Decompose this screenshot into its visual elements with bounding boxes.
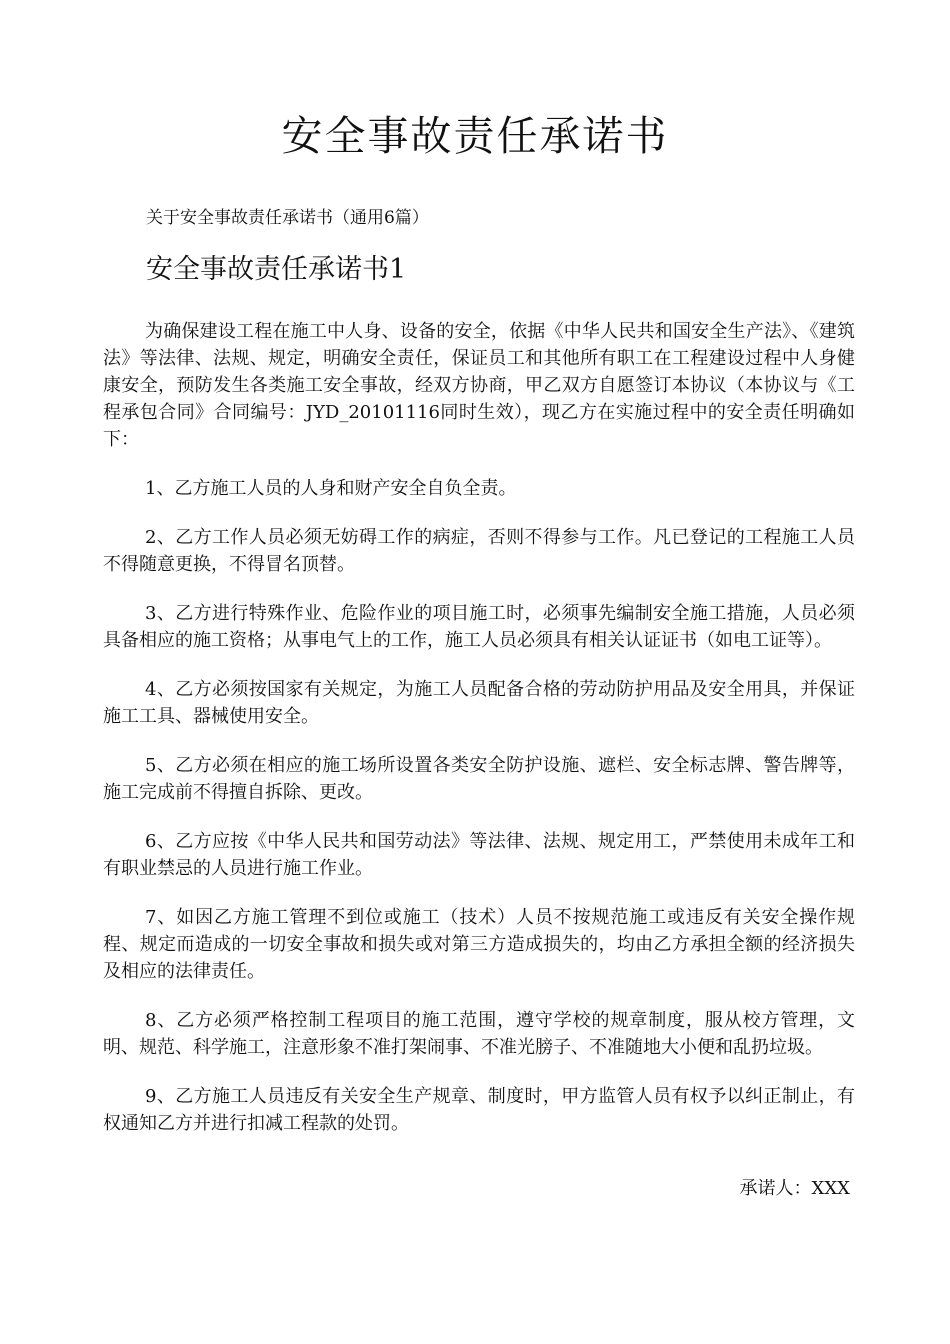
clause-6: 6、乙方应按《中华人民共和国劳动法》等法律、法规、规定用工，严禁使用未成年工和有职业禁忌的人员进行施工作业。 <box>103 831 855 879</box>
clause-3: 3、乙方进行特殊作业、危险作业的项目施工时，必须事先编制安全施工措施，人员必须具备相应的施工资格；从事电气上的工作，施工人员必须具有相关认证证书（如电工证等）。 <box>103 603 855 651</box>
clause-5: 5、乙方必须在相应的施工场所设置各类安全防护设施、遮栏、安全标志牌、警告牌等，施工完成前不得擅自拆除、更改。 <box>103 755 855 803</box>
document-body <box>103 318 855 1159</box>
document-title: 安全事故责任承诺书 <box>281 112 669 160</box>
clause-2: 2、乙方工作人员必须无妨碍工作的病症，否则不得参与工作。凡已登记的工程施工人员不得随意更换，不得冒名顶替。 <box>103 527 855 575</box>
clause-8: 8、乙方必须严格控制工程项目的施工范围，遵守学校的规章制度，服从校方管理，文明、规范、科学施工，注意形象不准打架闹事、不准光膀子、不准随地大小便和乱扔垃圾。 <box>103 1010 855 1058</box>
clause-4: 4、乙方必须按国家有关规定，为施工人员配备合格的劳动防护用品及安全用具，并保证施工工具、器械使用安全。 <box>103 679 855 727</box>
section-title: 安全事故责任承诺书1 <box>146 254 407 285</box>
clause-1: 1、乙方施工人员的人身和财产安全自负全责。 <box>145 478 517 499</box>
intro-paragraph: 为确保建设工程在施工中人身、设备的安全，依据《中华人民共和国安全生产法》、《建筑法》等法律、法规、规定，明确安全责任，保证员工和其他所有职工在工程建设过程中人身健康安全，预防发生各类施工安全事故，经双方协商，甲乙双方自愿签订本协议（本协议与《工程承包合同》合同编号：JYD_20101116同时生效），现乙方在实施过程中的安全责任明确如下： <box>103 321 855 450</box>
clause-7: 7、如因乙方施工管理不到位或施工（技术）人员不按规范施工或违反有关安全操作规程、规定而造成的一切安全事故和损失或对第三方造成损失的，均由乙方承担全额的经济损失及相应的法律责任。 <box>103 907 855 982</box>
clause-9: 9、乙方施工人员违反有关安全生产规章、制度时，甲方监管人员有权予以纠正制止，有权通知乙方并进行扣减工程款的处罚。 <box>103 1086 855 1134</box>
document-subtitle: 关于安全事故责任承诺书（通用6篇） <box>146 208 429 228</box>
signature-line: 承诺人：XXX <box>739 1178 850 1199</box>
